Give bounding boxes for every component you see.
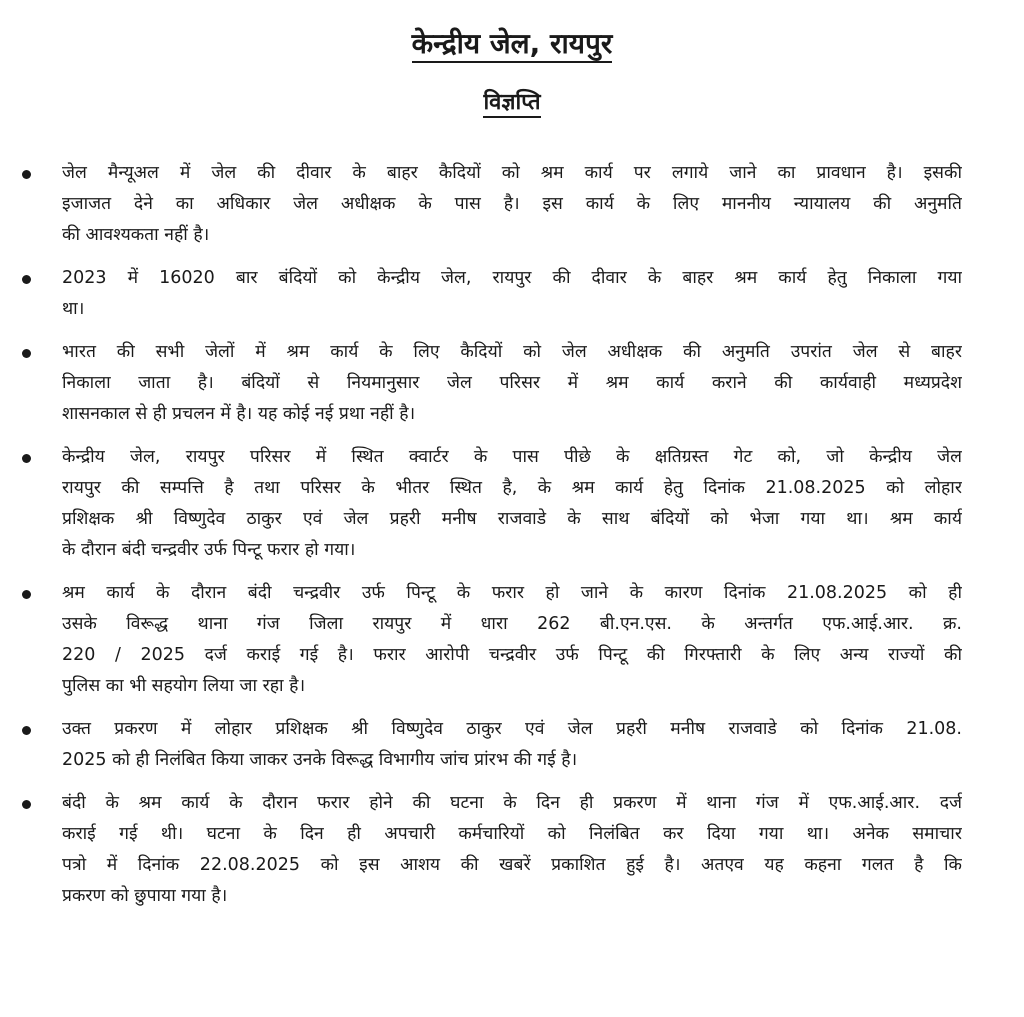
- text-line: उसके विरूद्ध थाना गंज जिला रायपुर में धारा 262 बी.एन.एस. के अन्तर्गत एफ.आई.आर. क्र.: [62, 614, 962, 634]
- text-line: रायपुर की सम्पत्ति है तथा परिसर के भीतर स्थित है, के श्रम कार्य हेतु दिनांक 21.08.2025 को लोहार: [62, 478, 962, 498]
- bullet-point-3: [0, 337, 1024, 430]
- text-line: पुलिस का भी सहयोग लिया जा रहा है।: [62, 676, 306, 696]
- bullet-point-6: [0, 714, 1024, 776]
- bullet-point-1: [0, 158, 1024, 251]
- text-line: की आवश्यकता नहीं है।: [62, 225, 210, 245]
- bullet-point-7: [0, 788, 1024, 912]
- text-line: केन्द्रीय जेल, रायपुर परिसर में स्थित क्वार्टर के पास पीछे के क्षतिग्रस्त गेट को, जो केन्द्रीय जेल: [62, 447, 962, 467]
- text-line: श्रम कार्य के दौरान बंदी चन्द्रवीर उर्फ पिन्टू के फरार हो जाने के कारण दिनांक 21.08.2025 को ही: [62, 583, 962, 603]
- text-line: कराई गई थी। घटना के दिन ही अपचारी कर्मचारियों को निलंबित कर दिया गया था। अनेक समाचार: [62, 824, 962, 844]
- bullet-icon: [22, 800, 31, 809]
- subheading-text: विज्ञप्ति: [483, 90, 540, 118]
- heading-text: केन्द्रीय जेल, रायपुर: [412, 27, 613, 63]
- bullet-point-2: [0, 263, 1024, 325]
- bullet-point-5: [0, 578, 1024, 702]
- bullet-icon: [22, 726, 31, 735]
- text-line: निकाला जाता है। बंदियों से नियमानुसार जेल परिसर में श्रम कार्य कराने की कार्यवाही मध्यप्रदेश: [62, 373, 962, 393]
- bullet-list: [0, 158, 1024, 924]
- text-line: उक्त प्रकरण में लोहार प्रशिक्षक श्री विष्णुदेव ठाकुर एवं जेल प्रहरी मनीष राजवाडे को दिनांक 21.08.: [62, 719, 962, 739]
- text-line: 2023 में 16020 बार बंदियों को केन्द्रीय जेल, रायपुर की दीवार के बाहर श्रम कार्य हेतु निकाला गया: [62, 268, 962, 288]
- text-line: जेल मैन्यूअल में जेल की दीवार के बाहर कैदियों को श्रम कार्य पर लगाये जाने का प्रावधान है। इसकी: [62, 163, 962, 183]
- text-line: था।: [62, 299, 85, 319]
- bullet-icon: [22, 170, 31, 179]
- text-line: पत्रो में दिनांक 22.08.2025 को इस आशय की खबरें प्रकाशित हुई है। अतएव यह कहना गलत है कि: [62, 855, 962, 875]
- text-line: बंदी के श्रम कार्य के दौरान फरार होने की घटना के दिन ही प्रकरण में थाना गंज में एफ.आई.आर. दर्ज: [62, 793, 962, 813]
- bullet-icon: [22, 275, 31, 284]
- text-line: भारत की सभी जेलों में श्रम कार्य के लिए कैदियों को जेल अधीक्षक की अनुमति उपरांत जेल से बाहर: [62, 342, 962, 362]
- text-line: के दौरान बंदी चन्द्रवीर उर्फ पिन्टू फरार हो गया।: [62, 540, 356, 560]
- bullet-icon: [22, 454, 31, 463]
- bullet-icon: [22, 590, 31, 599]
- document-subheading: [0, 86, 1024, 116]
- bullet-point-4: [0, 442, 1024, 566]
- text-line: 2025 को ही निलंबित किया जाकर उनके विरूद्ध विभागीय जांच प्रांरभ की गई है।: [62, 750, 578, 770]
- text-line: इजाजत देने का अधिकार जेल अधीक्षक के पास है। इस कार्य के लिए माननीय न्यायालय की अनुमति: [62, 194, 962, 214]
- text-line: प्रकरण को छुपाया गया है।: [62, 886, 228, 906]
- document-heading: [0, 24, 1024, 62]
- text-line: 220 / 2025 दर्ज कराई गई है। फरार आरोपी चन्द्रवीर उर्फ पिन्टू की गिरफ्तारी के लिए अन्य राज्यों की: [62, 645, 962, 665]
- text-line: शासनकाल से ही प्रचलन में है। यह कोई नई प्रथा नहीं है।: [62, 404, 416, 424]
- bullet-icon: [22, 349, 31, 358]
- text-line: प्रशिक्षक श्री विष्णुदेव ठाकुर एवं जेल प्रहरी मनीष राजवाडे के साथ बंदियों को भेजा गया था। श्रम कार्य: [62, 509, 962, 529]
